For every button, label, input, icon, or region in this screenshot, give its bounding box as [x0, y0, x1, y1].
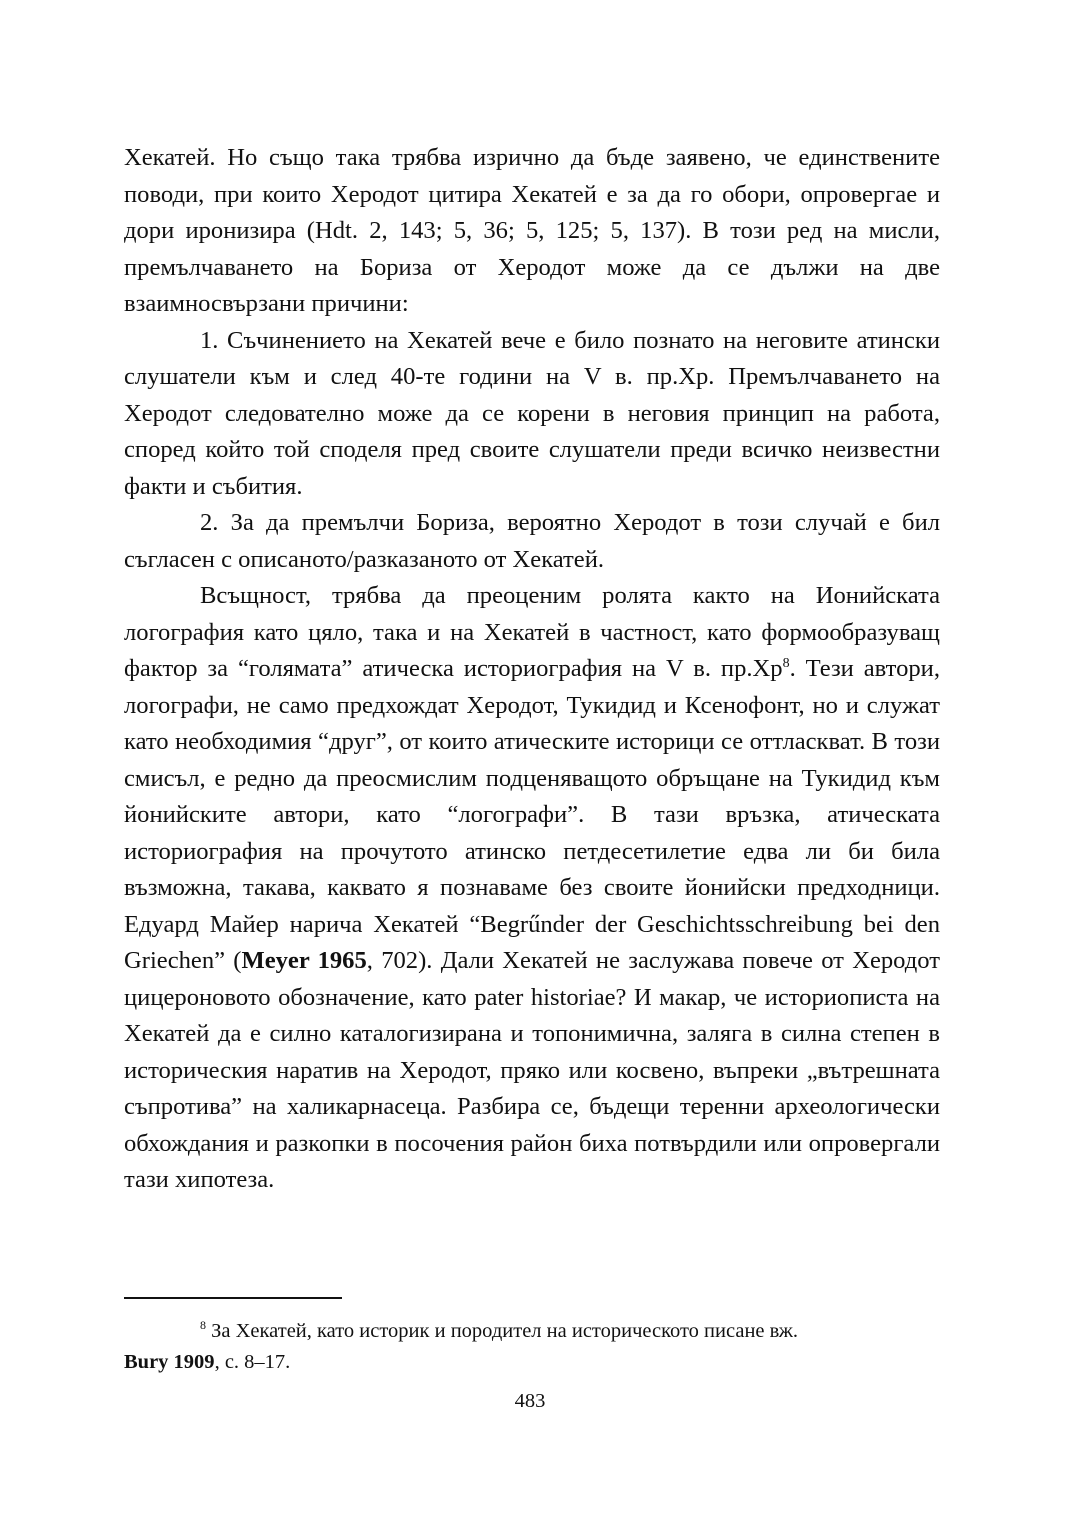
paragraph-4-end: , 702). Дали Хекатей не заслужава повече от Херодот цицероновото обозначение, като pater historiae? И макар, че историописта на Хекатей да е силно каталогизирана и топонимична, заляга в силна степен в историческия наратив на Херодот, пряко или косвено, въпреки „вътрешната съпротива” на халикарнасеца. Разбира се, бъдещи теренни археологически обхождания и разкопки в посочения район биха потвърдили или опровергали тази хипотеза. — [124, 947, 940, 1193]
citation-meyer: Meyer 1965 — [241, 947, 367, 974]
paragraph-4-middle: . Тези автори, логографи, не само предхождат Херодот, Тукидид и Ксенофонт, но и служат като необходимия “друг”, от които атическите историци се оттласкват. В този смисъл, е редно да преосмислим подценяващото обръщане на Тукидид към йонийските автори, като “логографи”. В тази връзка, атическата историография на прочутото атинско петдесетилетие едва ли би била възможна, такава, каквато я познаваме без своите йонийски предходници. Едуард Майер нарича Хекатей “Begrűnder der Geschichtsschreibung bei den Griechen” ( — [124, 655, 940, 974]
footnote-text: За Хекатей, като историк и породител на историческото писане вж. — [206, 1320, 799, 1342]
footnote-reference[interactable]: 8 — [782, 655, 790, 671]
footnote-pages: , с. 8–17. — [214, 1351, 291, 1373]
page-number: 483 — [514, 1390, 546, 1412]
footnote-8 — [124, 1316, 940, 1378]
paragraph-4 — [124, 578, 940, 1199]
footnote-separator — [124, 1297, 342, 1299]
paragraph-1: Хекатей. Но също така трябва изрично да бъде заявено, че единствените поводи, при които Херодот цитира Хекатей е за да го обори, опровергае и дори иронизира (Hdt. 2, 143; 5, 36; 5, 125; 5, 137). В този ред на мисли, премълчаването на Бориза от Херодот може да се дължи на две взаимносвързани причини: — [124, 144, 940, 317]
citation-bury: Bury 1909 — [124, 1351, 215, 1373]
paragraph-4-start: Всъщност, трябва да преоценим ролята както на Ионийската логография като цяло, така и на Хекатей в частност, като формообразуващ фактор за “голямата” атическа историография на V в. пр.Хр — [124, 582, 940, 682]
paragraph-2: 1. Съчинението на Хекатей вече е било познато на неговите атински слушатели към и след 40-те години на V в. пр.Хр. Премълчаването на Херодот следователно може да се корени в неговия принцип на работа, според който той споделя пред своите слушатели преди всичко неизвестни факти и събития. — [124, 326, 940, 500]
main-text — [124, 140, 940, 1199]
paragraph-3: 2. За да премълчи Бориза, вероятно Херодот в този случай е бил съгласен с описаното/разказаното от Хекатей. — [124, 509, 940, 573]
footnote-marker: 8 — [200, 1318, 206, 1333]
